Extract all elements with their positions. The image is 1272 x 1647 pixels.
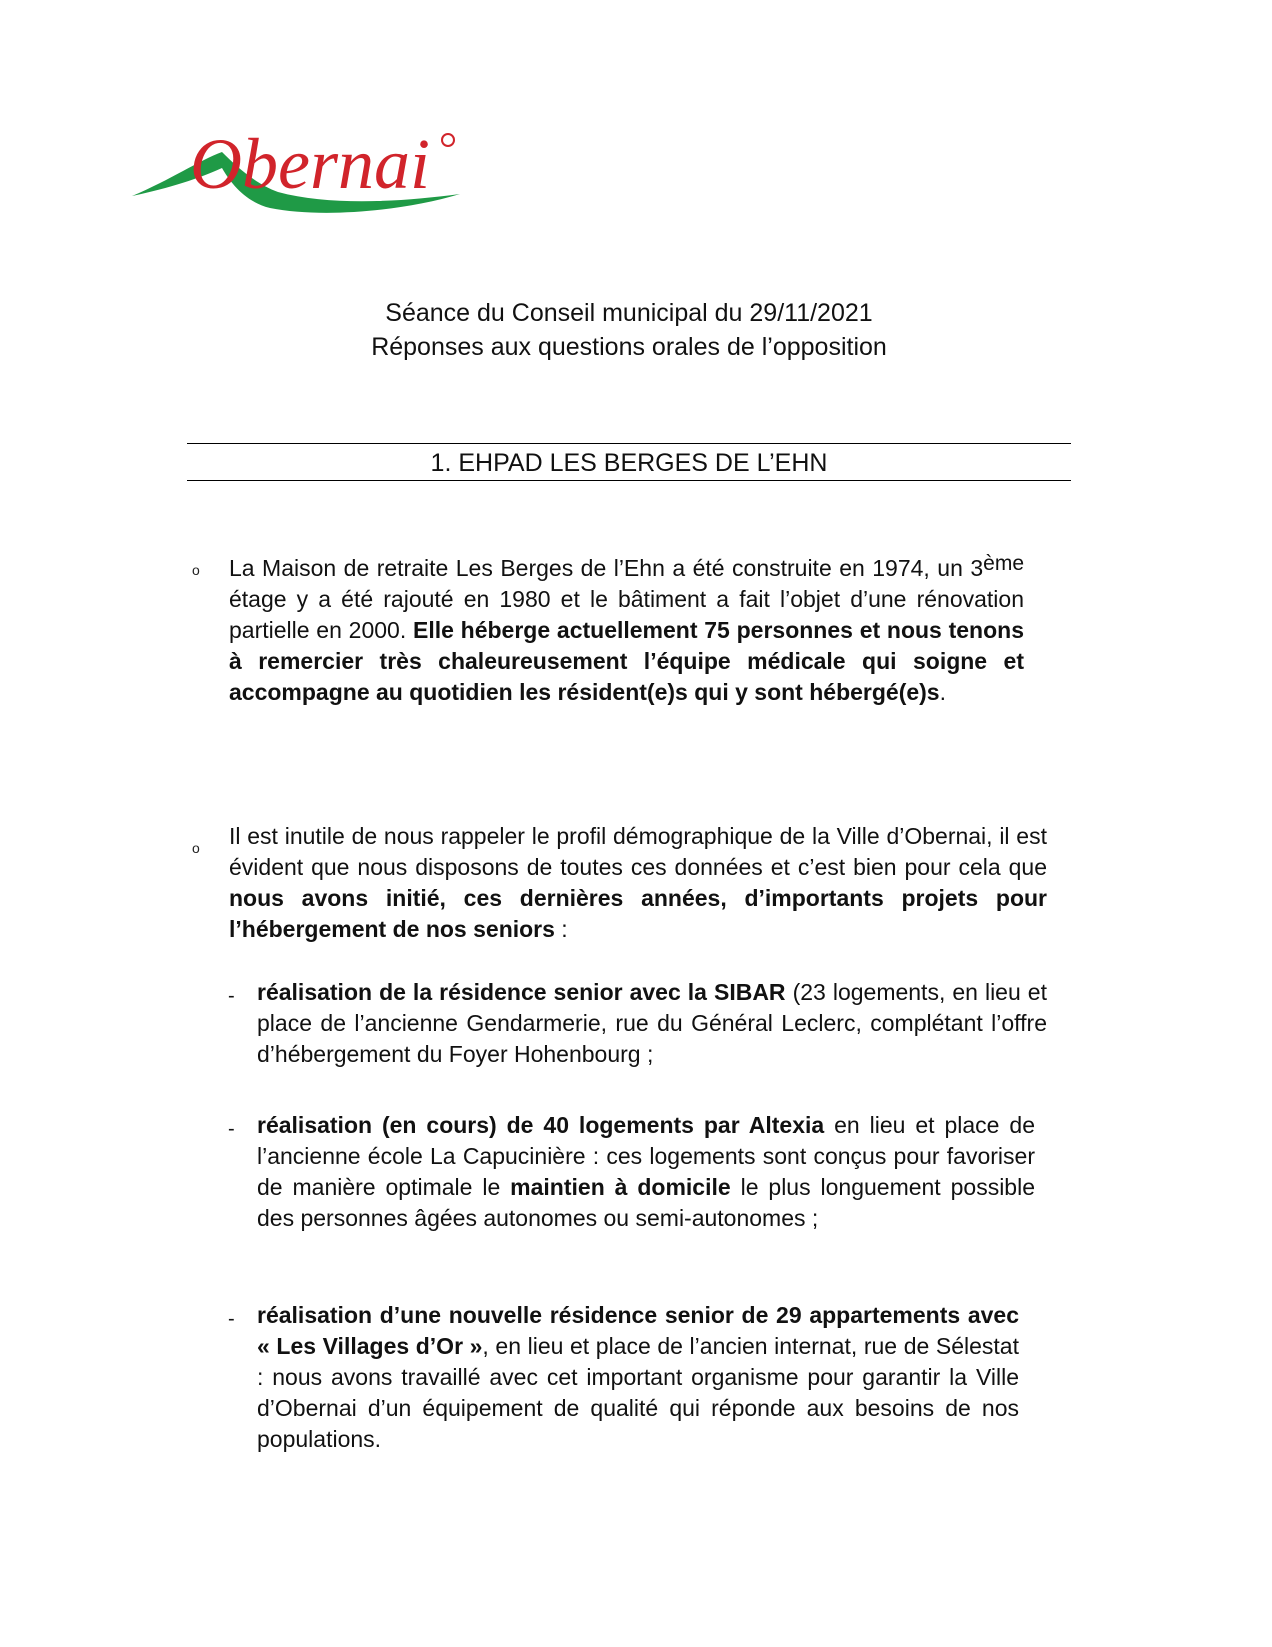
logo-trefoil-icon [442,134,454,146]
obernai-logo [130,120,475,230]
list-dash: - [228,1118,235,1140]
document-header [0,296,1258,364]
bullet-marker: o [192,840,200,856]
list-item-altexia: réalisation (en cours) de 40 logements par Altexia en lieu et place de l’ancienne école La Capucinière : ces logements sont conçus pour favoriser de manière optimale le maintien à domicile le plus longuement possible des personnes âgées autonomes ou semi-autonomes ; [257,1112,1035,1231]
list-dash: - [228,985,235,1007]
session-subtitle: Réponses aux questions orales de l’opposition [371,333,887,361]
list-dash: - [228,1308,235,1330]
section-heading: 1. EHPAD LES BERGES DE L’EHN [187,443,1071,481]
paragraph-demographics: Il est inutile de nous rappeler le profil démographique de la Ville d’Obernai, il est évident que nous disposons de toutes ces données et c’est bien pour cela que nous avons initié, ces dernières années, d’importants projets pour l’hébergement de nos seniors : [229,823,1047,942]
logo-wordmark: Obernai [190,124,430,204]
list-item-villages-dor: réalisation d’une nouvelle résidence senior de 29 appartements avec « Les Villages d’Or », en lieu et place de l’ancien internat, rue de Sélestat : nous avons travaillé avec cet important organisme pour garantir la Ville d’Obernai d’un équipement de qualité qui réponde aux besoins de nos populations. [257,1302,1019,1452]
paragraph-ehpad: La Maison de retraite Les Berges de l’Ehn a été construite en 1974, un 3ème étage y a été rajouté en 1980 et le bâtiment a fait l’objet d’une rénovation partielle en 2000. Elle héberge actuellement 75 personnes et nous tenons à remercier très chaleureusement l’équipe médicale qui soigne et accompagne au quotidien les résident(e)s qui y sont hébergé(e)s. [229,552,1024,705]
list-item-sibar: réalisation de la résidence senior avec la SIBAR (23 logements, en lieu et place de l’ancienne Gendarmerie, rue du Général Leclerc, complétant l’offre d’hébergement du Foyer Hohenbourg ; [257,979,1047,1067]
session-title: Séance du Conseil municipal du 29/11/2021 [385,299,873,327]
bullet-marker: o [192,562,200,578]
